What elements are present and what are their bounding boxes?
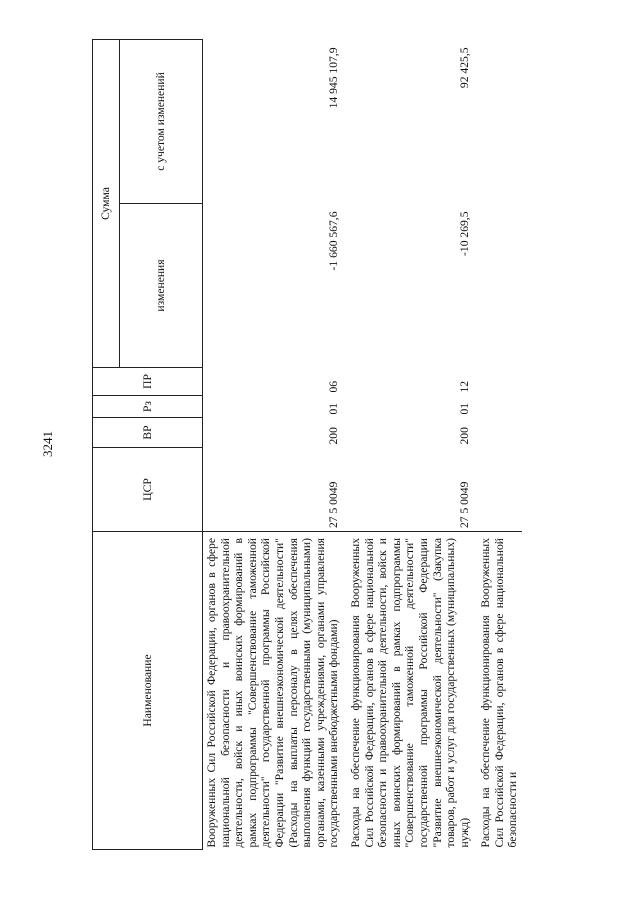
table-body (203, 39, 523, 849)
header-sum: Сумма (93, 39, 120, 367)
row-pr (473, 368, 522, 396)
row-pr: 06 (327, 380, 341, 393)
row-pr: 12 (457, 380, 471, 393)
header-rz: Рз (93, 396, 203, 418)
row-change: -1 660 567,6 (327, 211, 341, 271)
row-csr (473, 448, 522, 532)
budget-table (92, 39, 522, 850)
budget-table-sheet (92, 40, 640, 850)
header-change: изменения (120, 204, 203, 368)
row-total: 14 945 107,9 (327, 47, 341, 109)
row-csr: 27 5 0049 (457, 481, 471, 528)
row-total: 92 425,5 (457, 47, 471, 89)
row-change: -10 269,5 (457, 211, 471, 256)
row-name: Расходы на обеспечение функционирования Вооруженных Сил Российской Федерации, органов в сфере национальной безопасности и (473, 532, 522, 850)
header-with-changes: с учетом изменений (120, 39, 203, 203)
table-row (203, 39, 343, 849)
row-rz: 01 (457, 402, 471, 415)
row-rz: 01 (327, 402, 341, 415)
header-csr: ЦСР (93, 448, 203, 532)
row-change (473, 204, 522, 368)
table-row (473, 39, 522, 849)
row-rz (473, 396, 522, 418)
row-csr: 27 5 0049 (327, 481, 341, 528)
header-pr: ПР (93, 368, 203, 396)
row-name: Расходы на обеспечение функционирования Вооруженных Сил Российской Федерации, органов в сфере национальной безопасности и правоохранительной деятельности, войск и иных воинских формирований в рамках подпрограммы "Совершенствование таможенной деятельности" государственной программы Российской Федерации "Развитие внешнеэкономической деятельности" (Закупка товаров, работ и услуг для государственных (муниципальных) нужд) (343, 532, 473, 850)
table-header (93, 39, 203, 849)
row-name: Вооруженных Сил Российской Федерации, органов в сфере национальной безопасности и правоохранительной деятельности, войск и иных воинских формирований в рамках подпрограммы "Совершенствование таможенной деятельности" государственной программы Российской Федерации "Развитие внешнеэкономической деятельности" (Расходы на выплаты персоналу в целях обеспечения выполнения функций государственными (муниципальными) органами, казенными учреждениями, органами управления государственными внебюджетными фондами) (203, 532, 343, 850)
page-number: 3241 (40, 431, 55, 457)
row-vr: 200 (457, 427, 471, 445)
row-vr: 200 (327, 427, 341, 445)
row-vr (473, 418, 522, 448)
table-row (343, 39, 473, 849)
header-vr: ВР (93, 418, 203, 448)
row-total (473, 39, 522, 203)
header-name: Наименование (93, 532, 203, 850)
